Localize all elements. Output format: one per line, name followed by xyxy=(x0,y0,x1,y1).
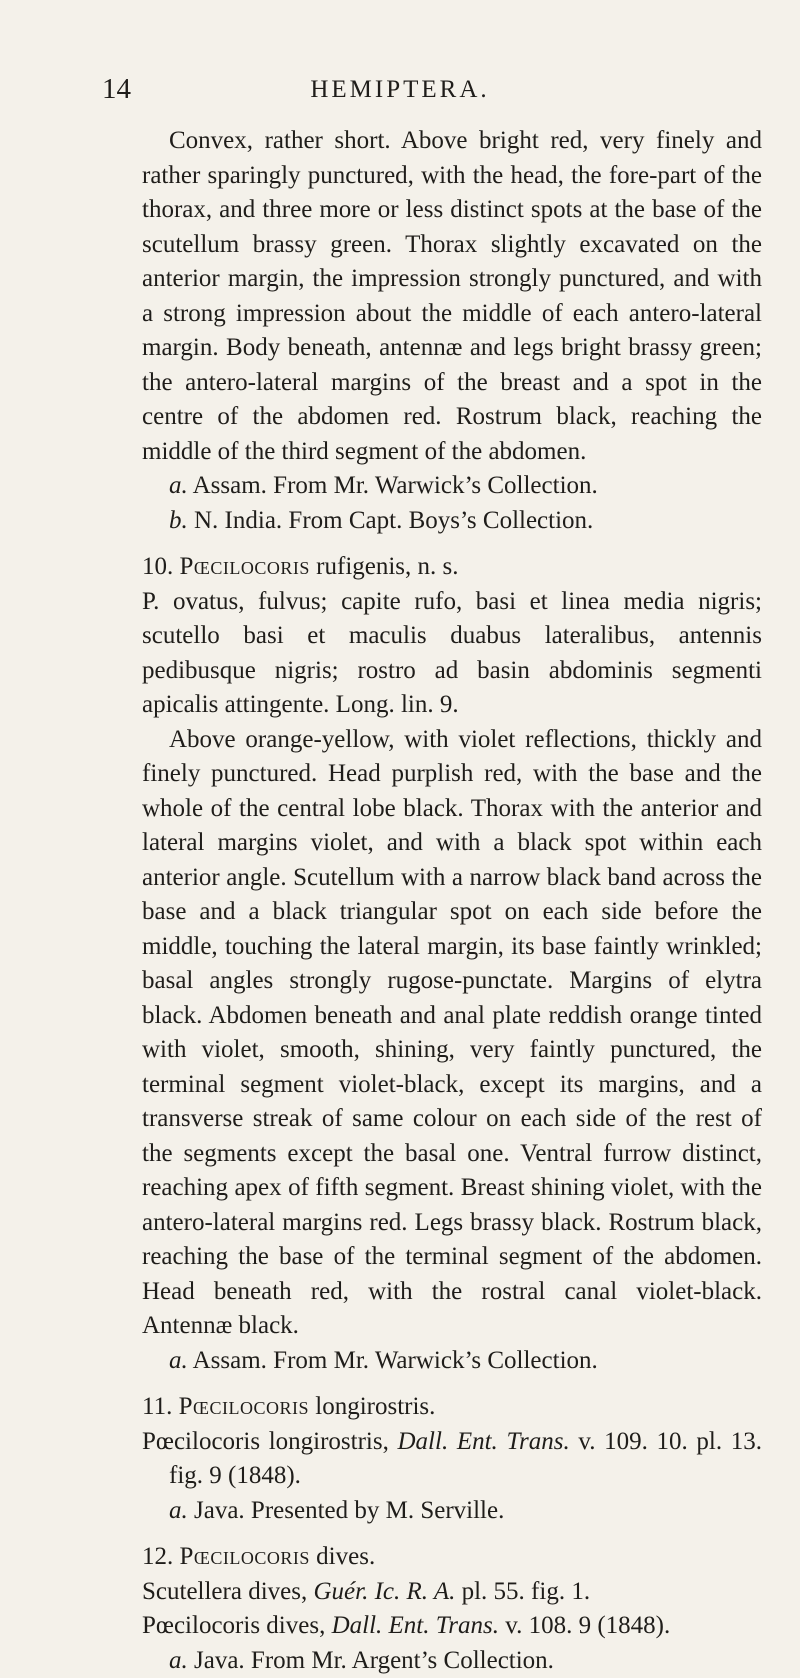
species-heading xyxy=(142,550,762,585)
specimen-letter: a. xyxy=(169,1647,188,1674)
species-name: longirostris. xyxy=(315,1393,435,1420)
synonymy-reference xyxy=(142,1425,762,1494)
species-number: 11. xyxy=(142,1393,172,1420)
specimen-text: Assam. From Mr. Warwick’s Collection. xyxy=(193,472,598,499)
species-heading xyxy=(142,1390,762,1425)
ref-details: v. 108. 9 (1848). xyxy=(505,1612,670,1639)
ref-name: Pœcilocoris dives, xyxy=(142,1612,325,1639)
ref-work: Dall. Ent. Trans. xyxy=(332,1612,499,1639)
species-heading xyxy=(142,1540,762,1575)
specimen-letter: a. xyxy=(169,1497,188,1524)
latin-diagnosis: P. ovatus, fulvus; capite rufo, basi et linea media nigris; scutello basi et maculis duabus lateralibus, antennis pedibusque nigris; rostro ad basin abdominis segmenti apicalis attingente. Long. lin. 9. xyxy=(142,585,762,723)
genus-name: Pœcilocoris xyxy=(179,1393,309,1420)
ref-details: pl. 55. fig. 1. xyxy=(462,1578,590,1605)
specimen-text: N. India. From Capt. Boys’s Collection. xyxy=(194,507,593,534)
genus-name: Pœcilocoris xyxy=(180,1543,310,1570)
specimen-letter: a. xyxy=(169,472,188,499)
page-body xyxy=(142,124,762,1678)
genus-name: Pœcilocoris xyxy=(180,553,310,580)
synonymy-reference xyxy=(142,1609,762,1644)
specimen-letter: a. xyxy=(169,1347,188,1374)
specimen-letter: b. xyxy=(169,507,188,534)
ref-work: Guér. Ic. R. A. xyxy=(313,1578,455,1605)
entry9-description: Convex, rather short. Above bright red, very finely and rather sparingly punctured, with the head, the fore-part of the thorax, and three more or less distinct spots at the base of the scutellum brassy green. Thorax slightly excavated on the anterior margin, the impression strongly punctured, and with a strong impression about the middle of each antero-lateral margin. Body beneath, antennæ and legs bright brassy green; the antero-lateral margins of the breast and a spot in the centre of the abdomen red. Rostrum black, reaching the middle of the third segment of the abdomen. xyxy=(142,124,762,469)
specimen-text: Java. From Mr. Argent’s Collection. xyxy=(194,1647,554,1674)
synonymy-reference xyxy=(142,1575,762,1610)
specimen-line xyxy=(142,1344,762,1379)
specimen-line xyxy=(142,469,762,504)
ref-name: Scutellera dives, xyxy=(142,1578,307,1605)
entry10-description: Above orange-yellow, with violet reflections, thickly and finely punctured. Head purplish red, with the base and the whole of the central lobe black. Thorax with the anterior and lateral margins violet, and with a black spot within each anterior angle. Scutellum with a narrow black band across the base and a black triangular spot on each side before the middle, touching the lateral margin, its base faintly wrinkled; basal angles strongly rugose-punctate. Margins of elytra black. Abdomen beneath and anal plate reddish orange tinted with violet, smooth, shining, very faintly punctured, the terminal segment violet-black, except its margins, and a transverse streak of same colour on each side of the rest of the segments except the basal one. Ventral furrow distinct, reaching apex of fifth segment. Breast shining violet, with the antero-lateral margins red. Legs brassy black. Rostrum black, reaching the base of the terminal segment of the abdomen. Head beneath red, with the rostral canal violet-black. Antennæ black. xyxy=(142,723,762,1344)
species-number: 12. xyxy=(142,1543,173,1570)
specimen-line xyxy=(142,1644,762,1678)
ref-name: Pœcilocoris longirostris, xyxy=(142,1428,389,1455)
ref-work: Dall. Ent. Trans. xyxy=(398,1428,570,1455)
species-name: dives. xyxy=(316,1543,375,1570)
ref-details: v. 109. 10. pl. 13. fig. 9 (1848). xyxy=(169,1428,762,1490)
specimen-line xyxy=(142,1494,762,1529)
specimen-text: Assam. From Mr. Warwick’s Collection. xyxy=(193,1347,598,1374)
specimen-text: Java. Presented by M. Serville. xyxy=(194,1497,504,1524)
running-title: HEMIPTERA. xyxy=(0,76,800,104)
species-name: rufigenis, n. s. xyxy=(316,553,458,580)
page-number: 14 xyxy=(102,73,131,106)
specimen-line xyxy=(142,504,762,539)
species-number: 10. xyxy=(142,553,173,580)
